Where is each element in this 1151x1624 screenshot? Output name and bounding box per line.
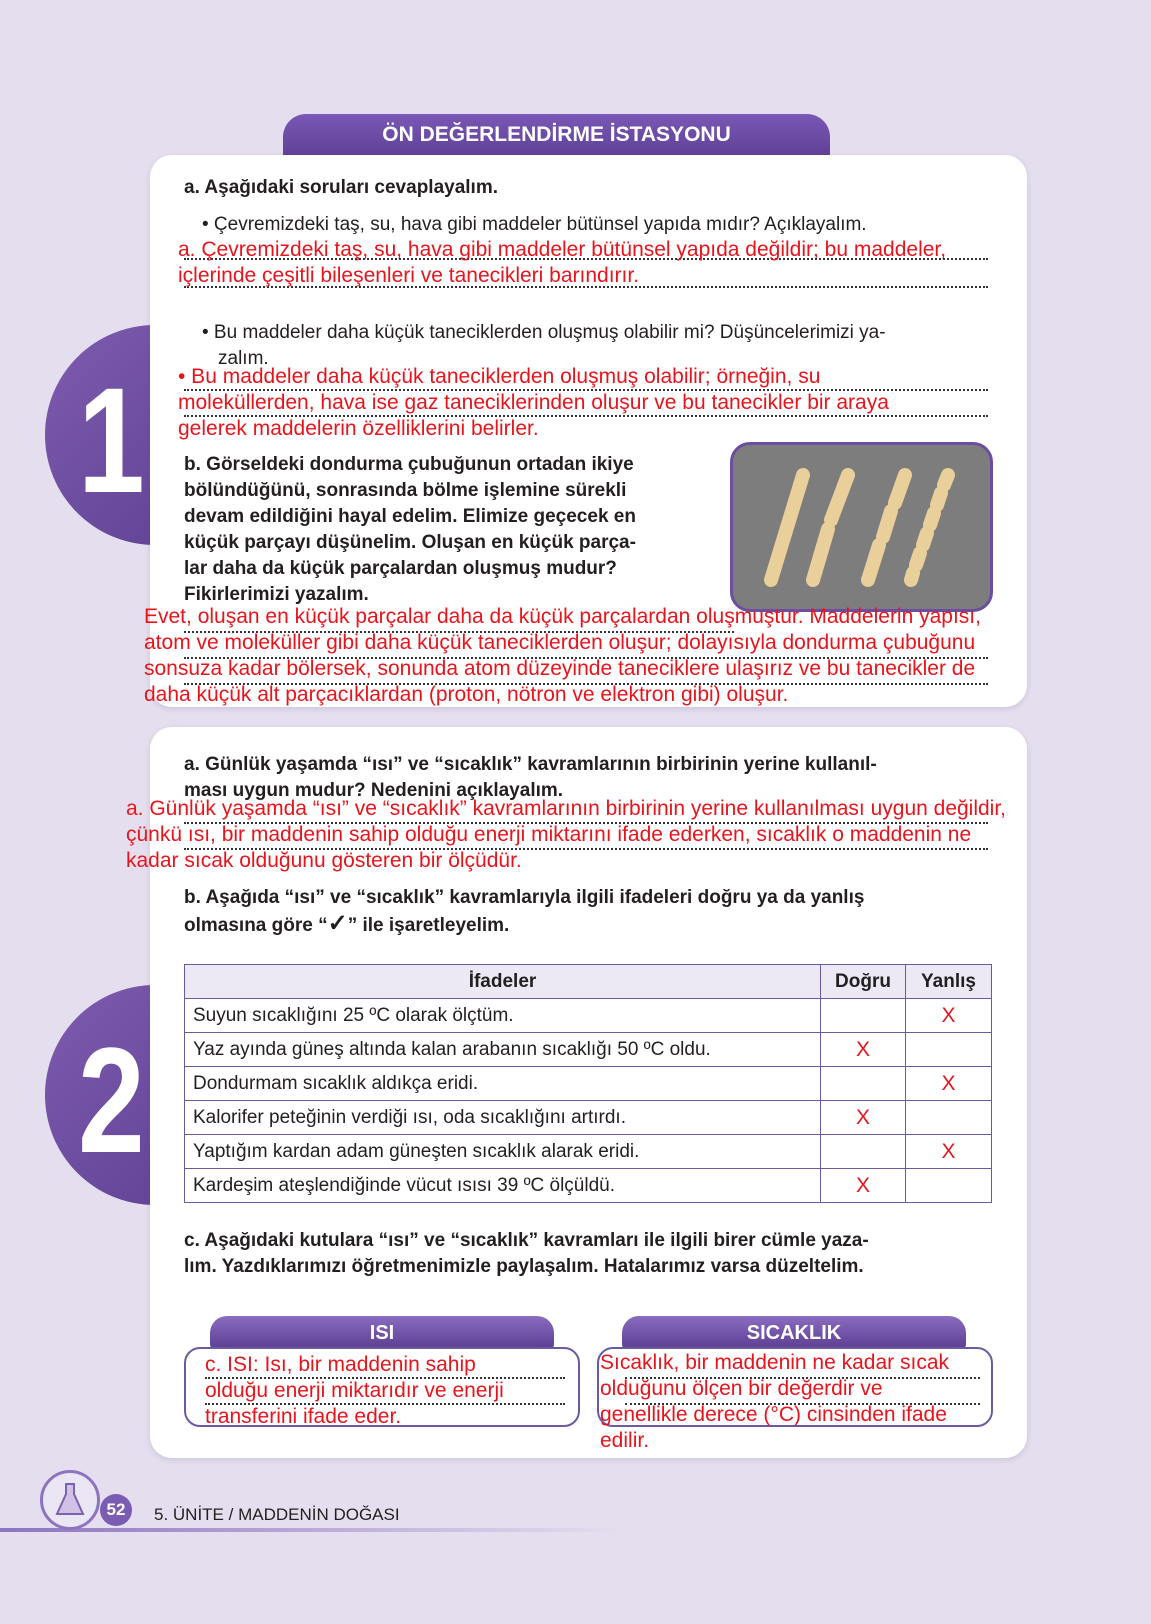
table-row xyxy=(185,1135,992,1169)
table-row xyxy=(185,1067,992,1101)
s1-a2-line: • Bu maddeler daha küçük taneciklerden oluşmuş olabilir; örneğin, su xyxy=(178,365,821,388)
isi-answer-line: c. ISI: Isı, bir maddenin sahip xyxy=(205,1353,476,1376)
statement: Kardeşim ateşlendiğinde vücut ısısı 39 ºC ölçüldü. xyxy=(185,1169,821,1203)
s2-b-text: ” ile işaretleyelim. xyxy=(347,915,510,936)
page-number: 52 xyxy=(100,1494,132,1526)
sicaklik-label: SICAKLIK xyxy=(622,1316,966,1350)
isi-label: ISI xyxy=(210,1316,554,1350)
s2-a-line: a. Günlük yaşamda “ısı” ve “sıcaklık” kavramlarının birbirinin yerine kullanıl- xyxy=(184,754,877,775)
s1-b-answer-line: atom ve moleküller gibi daha küçük taneciklerden oluşur; dolayısıyla dondurma çubuğunu xyxy=(144,631,976,654)
footer-rule xyxy=(0,1528,620,1532)
false-cell[interactable] xyxy=(906,1101,992,1135)
popsicle-stick-image xyxy=(730,442,993,612)
false-cell[interactable] xyxy=(906,1033,992,1067)
statement: Yaptığım kardan adam güneşten sıcaklık alarak eridi. xyxy=(185,1135,821,1169)
s1-a2-line: moleküllerden, hava ise gaz taneciklerinden oluşur ve bu tanecikler bir araya xyxy=(178,391,889,414)
isi-answer-line: olduğu enerji miktarıdır ve enerji xyxy=(205,1379,504,1402)
s1-b-line: küçük parçayı düşünelim. Oluşan en küçük parça- xyxy=(184,532,636,553)
sicaklik-answer-line: edilir. xyxy=(600,1429,650,1452)
true-cell[interactable] xyxy=(821,1135,906,1169)
false-cell[interactable]: X xyxy=(906,999,992,1033)
station-header: ÖN DEĞERLENDİRME İSTASYONU xyxy=(283,114,830,160)
statement: Suyun sıcaklığını 25 ºC olarak ölçtüm. xyxy=(185,999,821,1033)
header-statements: İfadeler xyxy=(185,965,821,999)
true-cell[interactable] xyxy=(821,999,906,1033)
s1-a1-line: içlerinde çeşitli bileşenleri ve tanecikleri barındırır. xyxy=(178,264,640,287)
s1-a1-line: a. Çevremizdeki taş, su, hava gibi maddeler bütünsel yapıda değildir; bu maddeler, xyxy=(178,238,947,261)
isi-answer-line: transferini ifade eder. xyxy=(205,1405,402,1428)
unit-title: 5. ÜNİTE / MADDENİN DOĞASI xyxy=(154,1505,400,1524)
s2-b-text: olmasına göre “ xyxy=(184,915,328,936)
flask-icon xyxy=(40,1470,100,1530)
sicaklik-answer-line: genellikle derece (°C) cinsinden ifade xyxy=(600,1403,947,1426)
s2-a-answer-line: kadar sıcak olduğunu gösteren bir ölçüdür. xyxy=(126,849,522,872)
s2-a-line: ması uygun mudur? Nedenini açıklayalım. xyxy=(184,780,564,801)
statement: Kalorifer peteğinin verdiği ısı, oda sıcaklığını artırdı. xyxy=(185,1101,821,1135)
sicaklik-answer-line: Sıcaklık, bir maddenin ne kadar sıcak xyxy=(600,1351,950,1374)
s1-b-line: b. Görseldeki dondurma çubuğunun ortadan ikiye xyxy=(184,454,634,475)
false-cell[interactable] xyxy=(906,1169,992,1203)
s1-b-line: lar daha da küçük parçalardan oluşmuş mudur? xyxy=(184,558,617,579)
table-row xyxy=(185,999,992,1033)
false-cell[interactable]: X xyxy=(906,1067,992,1101)
sicaklik-answer-line: olduğunu ölçen bir değerdir ve xyxy=(600,1377,883,1400)
s1-q2-line: • Bu maddeler daha küçük taneciklerden oluşmuş olabilir mi? Düşüncelerimizi ya- xyxy=(202,322,886,343)
s2-b-line xyxy=(184,911,509,939)
table-row xyxy=(185,1169,992,1203)
s2-c-line: lım. Yazdıklarımızı öğretmenimizle paylaşalım. Hatalarımız varsa düzeltelim. xyxy=(184,1256,864,1277)
check-icon: ✓ xyxy=(327,910,348,937)
section-2-number: 2 xyxy=(78,1016,145,1184)
s2-a-answer-line: çünkü ısı, bir maddenin sahip olduğu enerji miktarını ifade ederken, sıcaklık o maddenin ne xyxy=(126,823,972,846)
s2-a-answer-line: a. Günlük yaşamda “ısı” ve “sıcaklık” kavramlarının birbirinin yerine kullanılması uygun değildir, xyxy=(126,797,1007,820)
s1-b-answer-line: daha küçük alt parçacıklardan (proton, nötron ve elektron gibi) oluşur. xyxy=(144,683,789,706)
s2-b-line: b. Aşağıda “ısı” ve “sıcaklık” kavramlarıyla ilgili ifadeleri doğru ya da yanlış xyxy=(184,887,865,908)
statements-table xyxy=(184,964,992,1203)
s1-q1: • Çevremizdeki taş, su, hava gibi maddeler bütünsel yapıda mıdır? Açıklayalım. xyxy=(202,214,867,235)
true-cell[interactable] xyxy=(821,1067,906,1101)
header-true: Doğru xyxy=(821,965,906,999)
statement: Dondurmam sıcaklık aldıkça eridi. xyxy=(185,1067,821,1101)
table-row xyxy=(185,1033,992,1067)
s1-a-title: a. Aşağıdaki soruları cevaplayalım. xyxy=(184,177,499,198)
s1-b-line: Fikirlerimizi yazalım. xyxy=(184,584,369,605)
true-cell[interactable]: X xyxy=(821,1169,906,1203)
table-row xyxy=(185,1101,992,1135)
s1-q2-line: zalım. xyxy=(218,348,269,369)
s1-a2-line: gelerek maddelerin özelliklerini belirler. xyxy=(178,417,539,440)
statement: Yaz ayında güneş altında kalan arabanın sıcaklığı 50 ºC oldu. xyxy=(185,1033,821,1067)
false-cell[interactable]: X xyxy=(906,1135,992,1169)
s1-b-line: devam edildiğini hayal edelim. Elimize geçecek en xyxy=(184,506,636,527)
s1-b-answer-line: sonsuza kadar bölersek, sonunda atom düzeyinde taneciklere ulaşırız ve bu tanecikler de xyxy=(144,657,976,680)
section-1-number: 1 xyxy=(78,356,145,524)
header-false: Yanlış xyxy=(906,965,992,999)
s1-b-answer-line: Evet, oluşan en küçük parçalar daha da küçük parçalardan oluşmuştur. Maddelerin yapısı, xyxy=(144,605,981,628)
true-cell[interactable]: X xyxy=(821,1101,906,1135)
true-cell[interactable]: X xyxy=(821,1033,906,1067)
s1-b-line: bölündüğünü, sonrasında bölme işlemine sürekli xyxy=(184,480,627,501)
s2-c-line: c. Aşağıdaki kutulara “ısı” ve “sıcaklık” kavramları ile ilgili birer cümle yaza- xyxy=(184,1230,869,1251)
